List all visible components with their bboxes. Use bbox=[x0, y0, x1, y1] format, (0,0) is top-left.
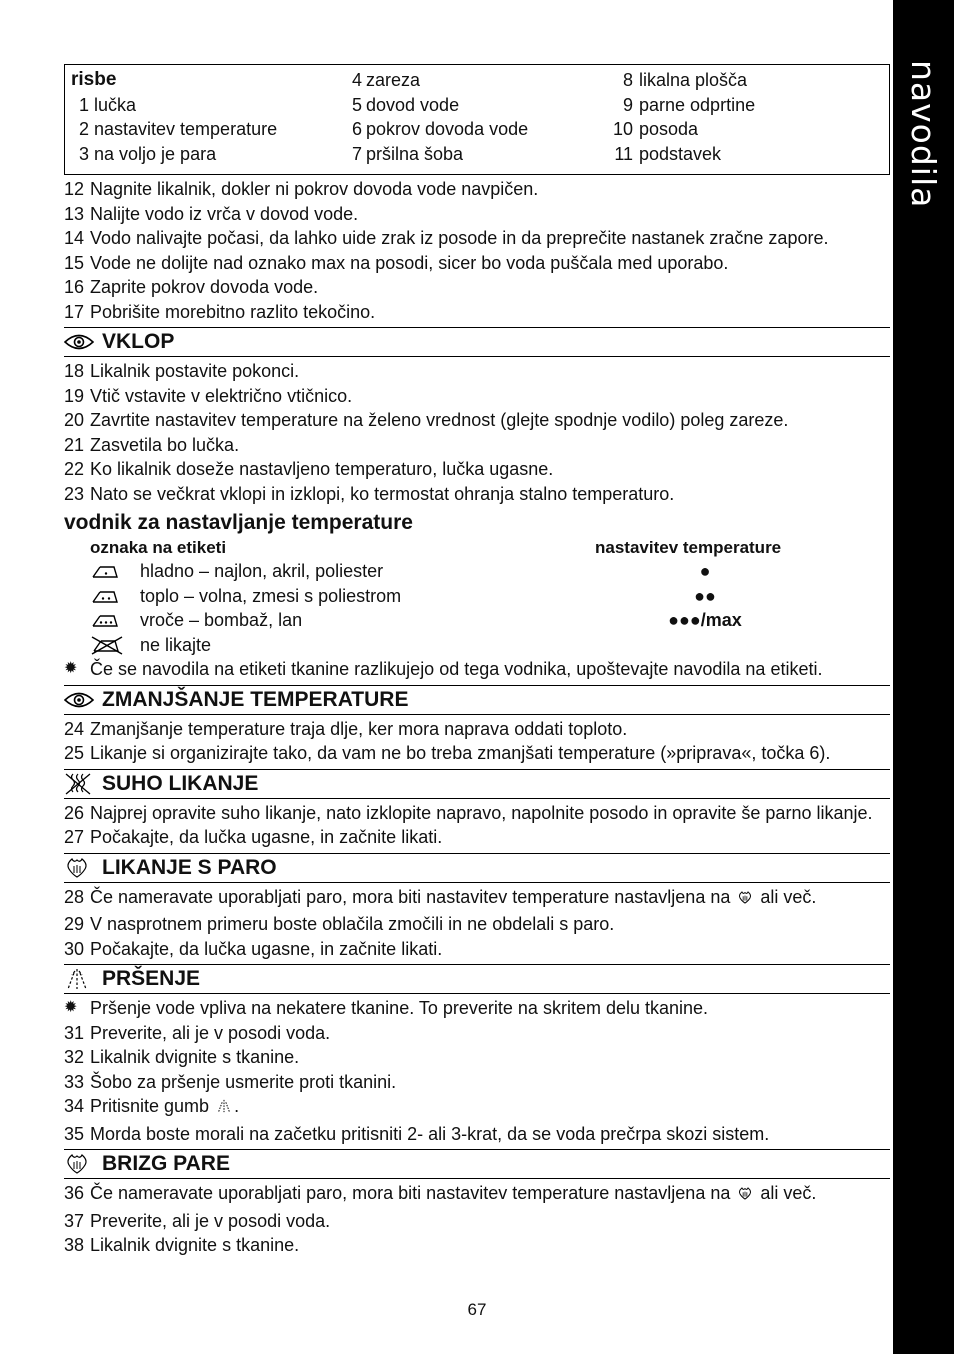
list-item: 28 Če nameravate uporabljati paro, mora biti nastavitev temperature nastavljena na ali več. bbox=[64, 885, 890, 913]
legend-item: 6 pokrov dovoda vode bbox=[351, 119, 529, 139]
legend-column-1 bbox=[71, 68, 277, 166]
section-header-vklop bbox=[64, 327, 890, 357]
para-steps bbox=[64, 885, 890, 962]
intro-steps bbox=[64, 177, 890, 324]
prsenje-steps: ✹ Pršenje vode vpliva na nekatere tkanine. To preverite na skritem delu tkanine. 31 Preverite, ali je v posodi voda. 32 Likalnik dvignite s tkanine. 33 Šobo za pršenje usmerite proti tkanini. 34 Pritisnite gumb . 35 Morda boste morali na začetku pritisniti 2- ali 3-krat, da se voda prečrpa skozi sistem. bbox=[64, 996, 890, 1146]
eye-icon bbox=[64, 331, 96, 353]
section-title: VKLOP bbox=[102, 330, 175, 353]
iron-two-dots-icon bbox=[90, 588, 140, 604]
section-header-suho bbox=[64, 769, 890, 799]
section-header-prsenje bbox=[64, 964, 890, 994]
list-item: 18 Likalnik postavite pokonci. bbox=[64, 361, 300, 381]
section-title: ZMANJŠANJE TEMPERATURE bbox=[102, 687, 409, 711]
list-item: 36 Če nameravate uporabljati paro, mora biti nastavitev temperature nastavljena na ali več. bbox=[64, 1181, 890, 1209]
steam-icon bbox=[64, 857, 96, 879]
steam-icon bbox=[737, 1184, 753, 1209]
spray-icon bbox=[216, 1097, 232, 1122]
legend-heading: risbe bbox=[71, 69, 117, 90]
legend-item: 3 na voljo je para bbox=[78, 143, 217, 164]
page-number: 67 bbox=[467, 1300, 487, 1319]
legend-item: 7 pršilna šoba bbox=[351, 143, 464, 164]
table-row: vroče – bombaž, lan ●●●/max bbox=[64, 608, 890, 633]
guide-table-header bbox=[64, 537, 890, 559]
no-steam-icon bbox=[64, 773, 96, 795]
vklop-steps bbox=[64, 359, 890, 506]
legend-item: 4 zareza bbox=[351, 70, 421, 90]
guide-note: ✹ Če se navodila na etiketi tkanine razlikujejo od tega vodnika, upoštevajte navodila na etiketi. bbox=[64, 657, 890, 682]
list-item: 21 Zasvetila bo lučka. bbox=[64, 434, 240, 455]
eye-icon bbox=[64, 689, 96, 711]
guide-title: vodnik za nastavljanje temperature bbox=[64, 511, 413, 534]
steam-shot-icon bbox=[64, 1153, 96, 1175]
spray-icon bbox=[64, 968, 96, 990]
list-item: 34 Pritisnite gumb . bbox=[64, 1094, 890, 1122]
list-item: 15 Vode ne dolijte nad oznako max na posodi, sicer bo voda puščala med uporabo. bbox=[64, 252, 729, 273]
list-item: 31 Preverite, ali je v posodi voda. bbox=[64, 1022, 331, 1043]
list-item: 35 Morda boste morali na začetku pritisniti 2- ali 3-krat, da se voda prečrpa skozi sistem. bbox=[64, 1123, 770, 1144]
legend-item: 10 posoda bbox=[613, 119, 699, 139]
brizg-steps bbox=[64, 1181, 890, 1258]
section-title: PRŠENJE bbox=[102, 967, 201, 990]
legend-column-2 bbox=[350, 68, 528, 166]
iron-three-dots-icon bbox=[90, 612, 140, 628]
list-item: 14 Vodo nalivajte počasi, da lahko uide zrak iz posode in da preprečite nastanek zračne zapore. bbox=[64, 228, 829, 248]
list-item: 38 Likalnik dvignite s tkanine. bbox=[64, 1235, 300, 1255]
guide-col-setting: nastavitev temperature bbox=[595, 538, 782, 557]
list-item: 12 Nagnite likalnik, dokler ni pokrov dovoda vode navpičen. bbox=[64, 179, 539, 199]
legend-item: 8 likalna plošča bbox=[622, 70, 748, 90]
guide-col-label: oznaka na etiketi bbox=[90, 538, 227, 557]
sun-icon: ✹ bbox=[64, 999, 78, 1016]
list-item: 16 Zaprite pokrov dovoda vode. bbox=[64, 277, 319, 297]
table-row: toplo – volna, zmesi s poliestrom ●● bbox=[64, 584, 890, 609]
legend-item: 5 dovod vode bbox=[351, 94, 460, 115]
figures-legend bbox=[64, 64, 890, 175]
list-item: 24 Zmanjšanje temperature traja dlje, ker mora naprava oddati toploto. bbox=[64, 718, 628, 739]
sun-icon: ✹ bbox=[64, 660, 78, 677]
list-item: 25 Likanje si organizirajte tako, da vam ne bo treba zmanjšati temperature (»priprava«, točka 6). bbox=[64, 743, 831, 763]
legend-column-3 bbox=[613, 68, 755, 166]
legend-item: 11 podstavek bbox=[614, 143, 722, 164]
section-title: BRIZG PARE bbox=[102, 1152, 230, 1175]
section-header-zmanjsanje bbox=[64, 685, 890, 715]
iron-one-dot-icon bbox=[90, 563, 140, 579]
section-header-brizg bbox=[64, 1149, 890, 1179]
list-item: 23 Nato se večkrat vklopi in izklopi, ko termostat ohranja stalno temperaturo. bbox=[64, 483, 675, 504]
list-item: 32 Likalnik dvignite s tkanine. bbox=[64, 1047, 300, 1067]
section-title: LIKANJE S PARO bbox=[102, 855, 277, 879]
legend-item: 2 nastavitev temperature bbox=[78, 119, 278, 139]
table-row: ne likajte bbox=[64, 633, 890, 658]
page-content bbox=[64, 64, 890, 1258]
list-item: 20 Zavrtite nastavitev temperature na želeno vrednost (glejte spodnje vodilo) poleg zareze. bbox=[64, 410, 789, 430]
list-item: 22 Ko likalnik doseže nastavljeno temperaturo, lučka ugasne. bbox=[64, 459, 554, 479]
list-item: 13 Nalijte vodo iz vrča v dovod vode. bbox=[64, 203, 359, 224]
section-header-para bbox=[64, 853, 890, 883]
table-row: hladno – najlon, akril, poliester ● bbox=[64, 559, 890, 584]
list-item: 17 Pobrišite morebitno razlito tekočino. bbox=[64, 301, 376, 322]
suho-steps bbox=[64, 801, 890, 850]
steam-icon bbox=[737, 888, 753, 913]
list-item: 29 V nasprotnem primeru boste oblačila zmočili in ne obdelali s paro. bbox=[64, 914, 615, 934]
zmanjsanje-steps bbox=[64, 717, 890, 766]
list-item: 26 Najprej opravite suho likanje, nato izklopite napravo, napolnite posodo in opravite še parno likanje. bbox=[64, 802, 873, 823]
legend-item: 9 parne odprtine bbox=[622, 94, 756, 115]
list-item: 27 Počakajte, da lučka ugasne, in začnite likati. bbox=[64, 827, 443, 847]
list-item: 33 Šobo za pršenje usmerite proti tkanini. bbox=[64, 1071, 397, 1092]
section-title: SUHO LIKANJE bbox=[102, 771, 259, 795]
iron-crossed-icon bbox=[90, 635, 140, 655]
list-item: 19 Vtič vstavite v električno vtičnico. bbox=[64, 385, 353, 406]
list-item: 37 Preverite, ali je v posodi voda. bbox=[64, 1210, 331, 1231]
sidebar-title: navodila bbox=[904, 60, 943, 209]
legend-item: 1 lučka bbox=[78, 94, 137, 115]
list-item: 30 Počakajte, da lučka ugasne, in začnite likati. bbox=[64, 938, 443, 959]
